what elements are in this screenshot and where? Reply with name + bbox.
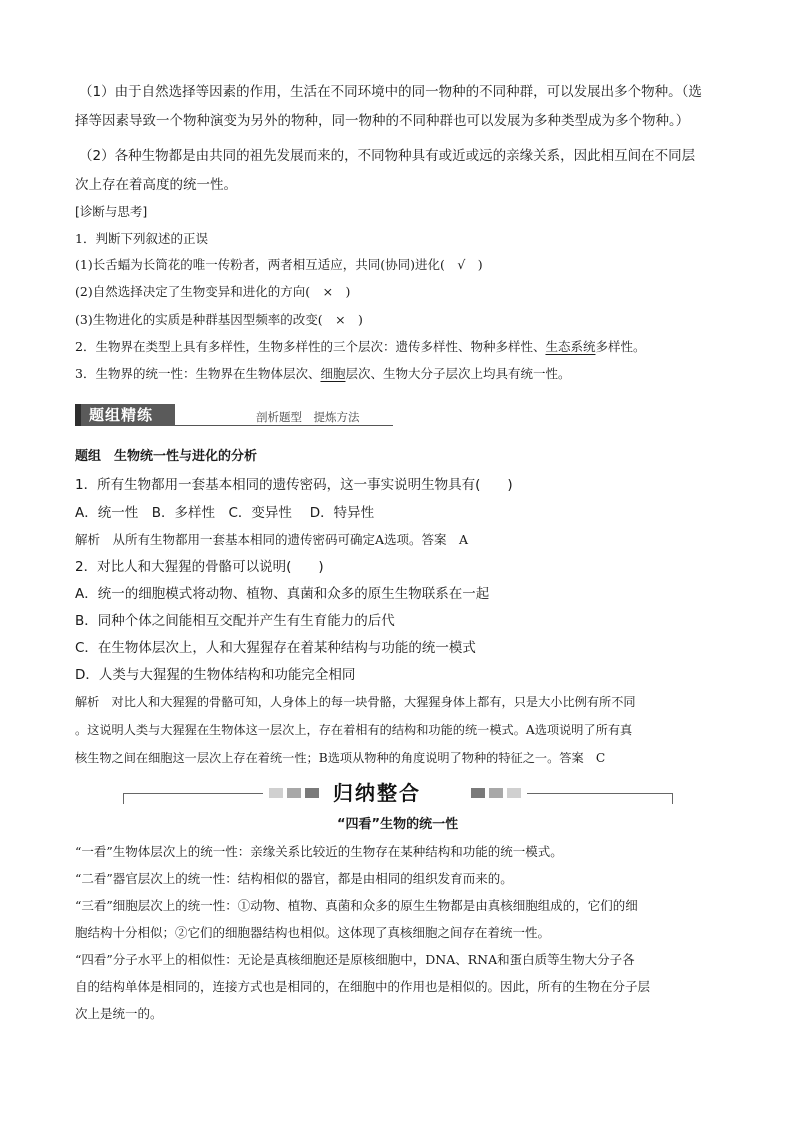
exercise-a2-line2: 。这说明人类与大猩猩在生物体这一层次上，存在着相有的结构和功能的统一模式。A选项说明了所有真 — [75, 723, 633, 737]
diagnose-item-2: (2)自然选择决定了生物变异和进化的方向( × ) — [75, 284, 351, 299]
diagnose-q3-text: 3．生物界的统一性：生物界在生物体层次、 — [75, 366, 321, 381]
banner-title: 归纳整合 — [333, 781, 421, 805]
exercise-group-title: 题组 生物统一性与进化的分析 — [75, 449, 258, 464]
banner-left-rule — [123, 793, 263, 794]
section-title-stripe — [75, 404, 81, 426]
exercise-q2-option-c: C．在生物体层次上，人和大猩猩存在着某种结构与功能的统一模式 — [75, 640, 476, 656]
banner-left-tick — [123, 793, 124, 804]
diagnose-q2-tail: 多样性。 — [595, 339, 646, 354]
exercise-q2: 2．对比人和大猩猩的骨骼可以说明( ) — [75, 559, 324, 575]
diagnose-q2-answer: 生态系统 — [545, 339, 596, 354]
section-header — [75, 404, 393, 426]
diagnose-q1-title: 1．判断下列叙述的正误 — [75, 231, 208, 246]
summary-line-3a: “三看”细胞层次上的统一性：①动物、植物、真菌和众多的原生生物都是由真核细胞组成的，它们的细 — [75, 898, 638, 913]
summary-line-4a: “四看”分子水平上的相似性：无论是真核细胞还是原核细胞中，DNA、RNA和蛋白质等生物大分子各 — [75, 952, 635, 967]
summary-line-2: “二看”器官层次上的统一性：结构相似的器官，都是由相同的组织发育而来的。 — [75, 871, 513, 886]
summary-title: “四看”生物的统一性 — [337, 817, 459, 832]
diagnose-q3 — [75, 364, 571, 384]
diagnose-q2 — [75, 337, 646, 357]
summary-banner — [123, 781, 673, 809]
banner-square — [471, 788, 485, 798]
diagnose-item-1: (1)长舌蝠为长筒花的唯一传粉者，两者相互适应，共同(协同)进化( √ ) — [75, 257, 483, 272]
banner-square — [489, 788, 503, 798]
section-title: 题组精练 — [89, 406, 154, 424]
summary-line-3b: 胞结构十分相似；②它们的细胞器结构也相似。这体现了真核细胞之间存在着统一性。 — [75, 925, 551, 940]
intro-p1-line1: （1）由于自然选择等因素的作用，生活在不同环境中的同一物种的不同种群，可以发展出多个物种。（选 — [79, 84, 702, 100]
summary-line-4c: 次上是统一的。 — [75, 1006, 163, 1021]
exercise-q2-option-b: B．同种个体之间能相互交配并产生有生育能力的后代 — [75, 613, 395, 629]
diagnose-q3-tail: 层次、生物大分子层次上均具有统一性。 — [345, 366, 571, 381]
banner-square — [305, 788, 319, 798]
banner-square — [269, 788, 283, 798]
summary-line-4b: 自的结构单体是相同的，连接方式也是相同的，在细胞中的作用也是相似的。因此，所有的生物在分子层 — [75, 979, 651, 994]
section-underline — [175, 425, 393, 426]
exercise-q1-options: A．统一性 B．多样性 C．变异性 D．特异性 — [75, 505, 375, 521]
intro-p2-line2: 次上存在着高度的统一性。 — [75, 177, 237, 193]
section-title-block — [75, 404, 175, 426]
diagnose-item-3: (3)生物进化的实质是种群基因型频率的改变( × ) — [75, 312, 363, 327]
exercise-a2-line1: 解析 对比人和大猩猩的骨骼可知，人身体上的每一块骨骼，大猩猩身体上都有，只是大小比例有所不同 — [75, 695, 636, 709]
section-subtitle: 剖析题型 提炼方法 — [256, 410, 360, 424]
exercise-a2-line3: 核生物之间在细胞这一层次上存在着统一性；B选项从物种的角度说明了物种的特征之一。答案 C — [75, 751, 606, 765]
intro-p1-line2: 择等因素导致一个物种演变为另外的物种，同一物种的不同种群也可以发展为多种类型成为多个物种。） — [75, 113, 690, 129]
diagnose-q2-text: 2．生物界在类型上具有多样性，生物多样性的三个层次：遗传多样性、物种多样性、 — [75, 339, 546, 354]
banner-square — [287, 788, 301, 798]
exercise-q1: 1．所有生物都用一套基本相同的遗传密码，这一事实说明生物具有( ) — [75, 477, 513, 493]
diagnose-heading: [诊断与思考] — [75, 204, 148, 219]
banner-right-rule — [527, 793, 673, 794]
banner-right-tick — [672, 793, 673, 804]
exercise-q2-option-d: D．人类与大猩猩的生物体结构和功能完全相同 — [75, 667, 356, 683]
intro-p2-line1: （2）各种生物都是由共同的祖先发展而来的，不同物种具有或近或远的亲缘关系，因此相互间在不同层 — [79, 148, 696, 164]
banner-square — [507, 788, 521, 798]
diagnose-q3-answer: 细胞 — [320, 366, 346, 381]
exercise-q2-option-a: A．统一的细胞模式将动物、植物、真菌和众多的原生生物联系在一起 — [75, 586, 490, 602]
summary-line-1: “一看”生物体层次上的统一性：亲缘关系比较近的生物存在某种结构和功能的统一模式。 — [75, 844, 563, 859]
exercise-a1: 解析 从所有生物都用一套基本相同的遗传密码可确定A选项。答案 A — [75, 532, 469, 547]
